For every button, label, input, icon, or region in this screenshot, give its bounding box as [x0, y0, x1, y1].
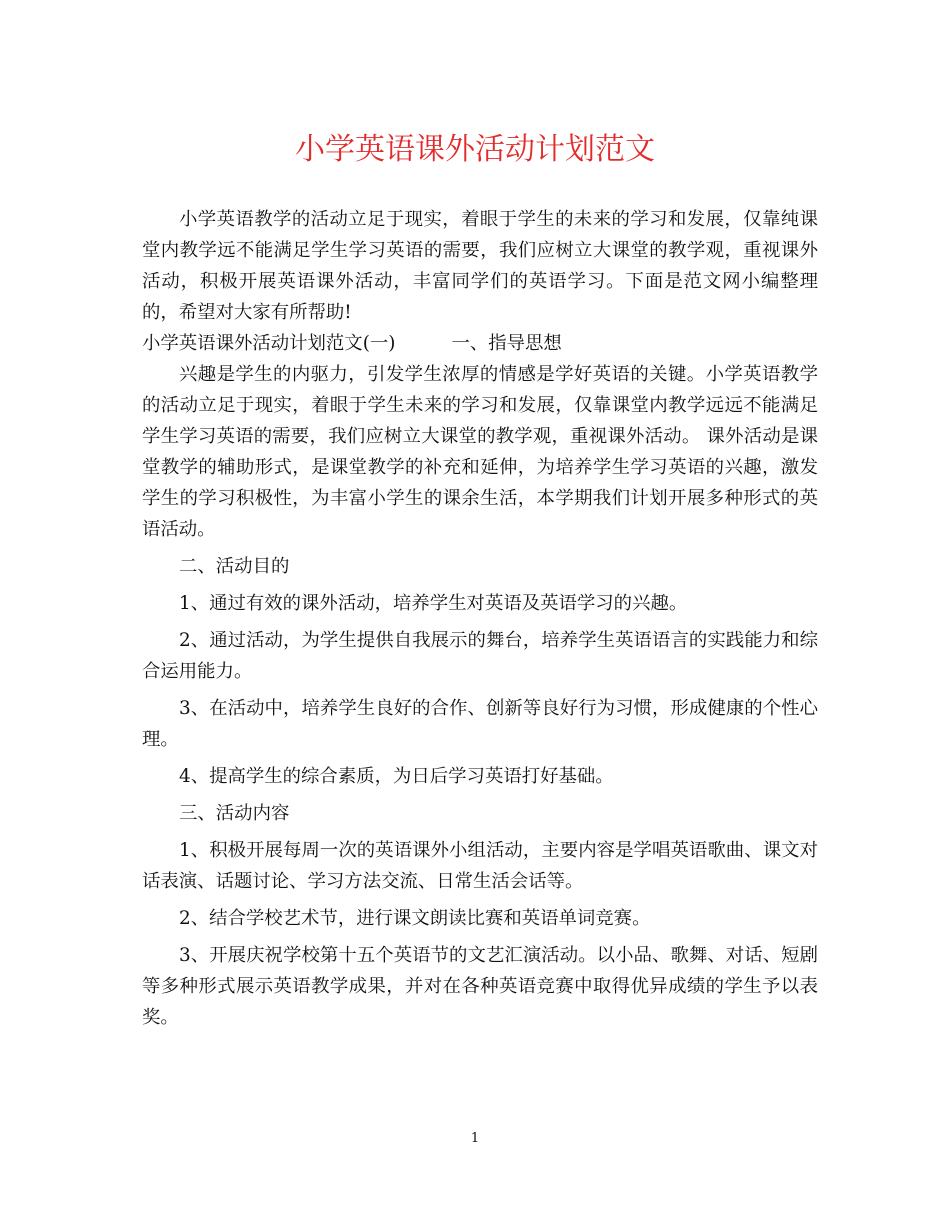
section-heading-guiding: 一、指导思想 [451, 333, 562, 354]
purpose-item: 1、通过有效的课外活动，培养学生对英语及英语学习的兴趣。 [179, 593, 688, 614]
guiding-paragraph: 兴趣是学生的内驱力，引发学生浓厚的情感是学好英语的关键。小学英语教学的活动立足于现实，着眼于学生未来的学习和发展，仅靠课堂内教学远远不能满足学生学习英语的需要，我们应树立大课堂的教学观，重视课外活动。 课外活动是课堂教学的辅助形式，是课堂教学的补充和延伸，为培养学生学习英语的兴趣，激发学生的学习积极性，为丰富小学生的课余生活，本学期我们计划开展多种形式的英语活动。 [142, 364, 818, 540]
document-body [142, 204, 818, 1033]
purpose-item: 3、在活动中，培养学生良好的合作、创新等良好行为习惯，形成健康的个性心理。 [142, 698, 818, 750]
page-number: 1 [470, 1131, 480, 1146]
content-item: 1、积极开展每周一次的英语课外小组活动，主要内容是学唱英语歌曲、课文对话表演、话题讨论、学习方法交流、日常生活会话等。 [142, 840, 818, 892]
purpose-item: 2、通过活动，为学生提供自我展示的舞台，培养学生英语语言的实践能力和综合运用能力。 [142, 630, 818, 682]
intro-paragraph: 小学英语教学的活动立足于现实，着眼于学生的未来的学习和发展，仅靠纯课堂内教学远不能满足学生学习英语的需要，我们应树立大课堂的教学观，重视课外活动，积极开展英语课外活动，丰富同学们的英语学习。下面是范文网小编整理的，希望对大家有所帮助! [142, 209, 818, 323]
section-label-line [142, 328, 818, 359]
section-heading-purpose: 二、活动目的 [179, 556, 290, 577]
document-title: 小学英语课外活动计划范文 [295, 132, 655, 167]
section-heading-content: 三、活动内容 [179, 803, 290, 824]
section-label: 小学英语课外活动计划范文(一) [142, 333, 396, 354]
content-item: 2、结合学校艺术节，进行课文朗读比赛和英语单词竞赛。 [179, 908, 651, 929]
content-item: 3、开展庆祝学校第十五个英语节的文艺汇演活动。以小品、歌舞、对话、短剧等多种形式展示英语教学成果，并对在各种英语竞赛中取得优异成绩的学生予以表奖。 [142, 945, 818, 1028]
purpose-item: 4、提高学生的综合素质，为日后学习英语打好基础。 [179, 766, 614, 787]
